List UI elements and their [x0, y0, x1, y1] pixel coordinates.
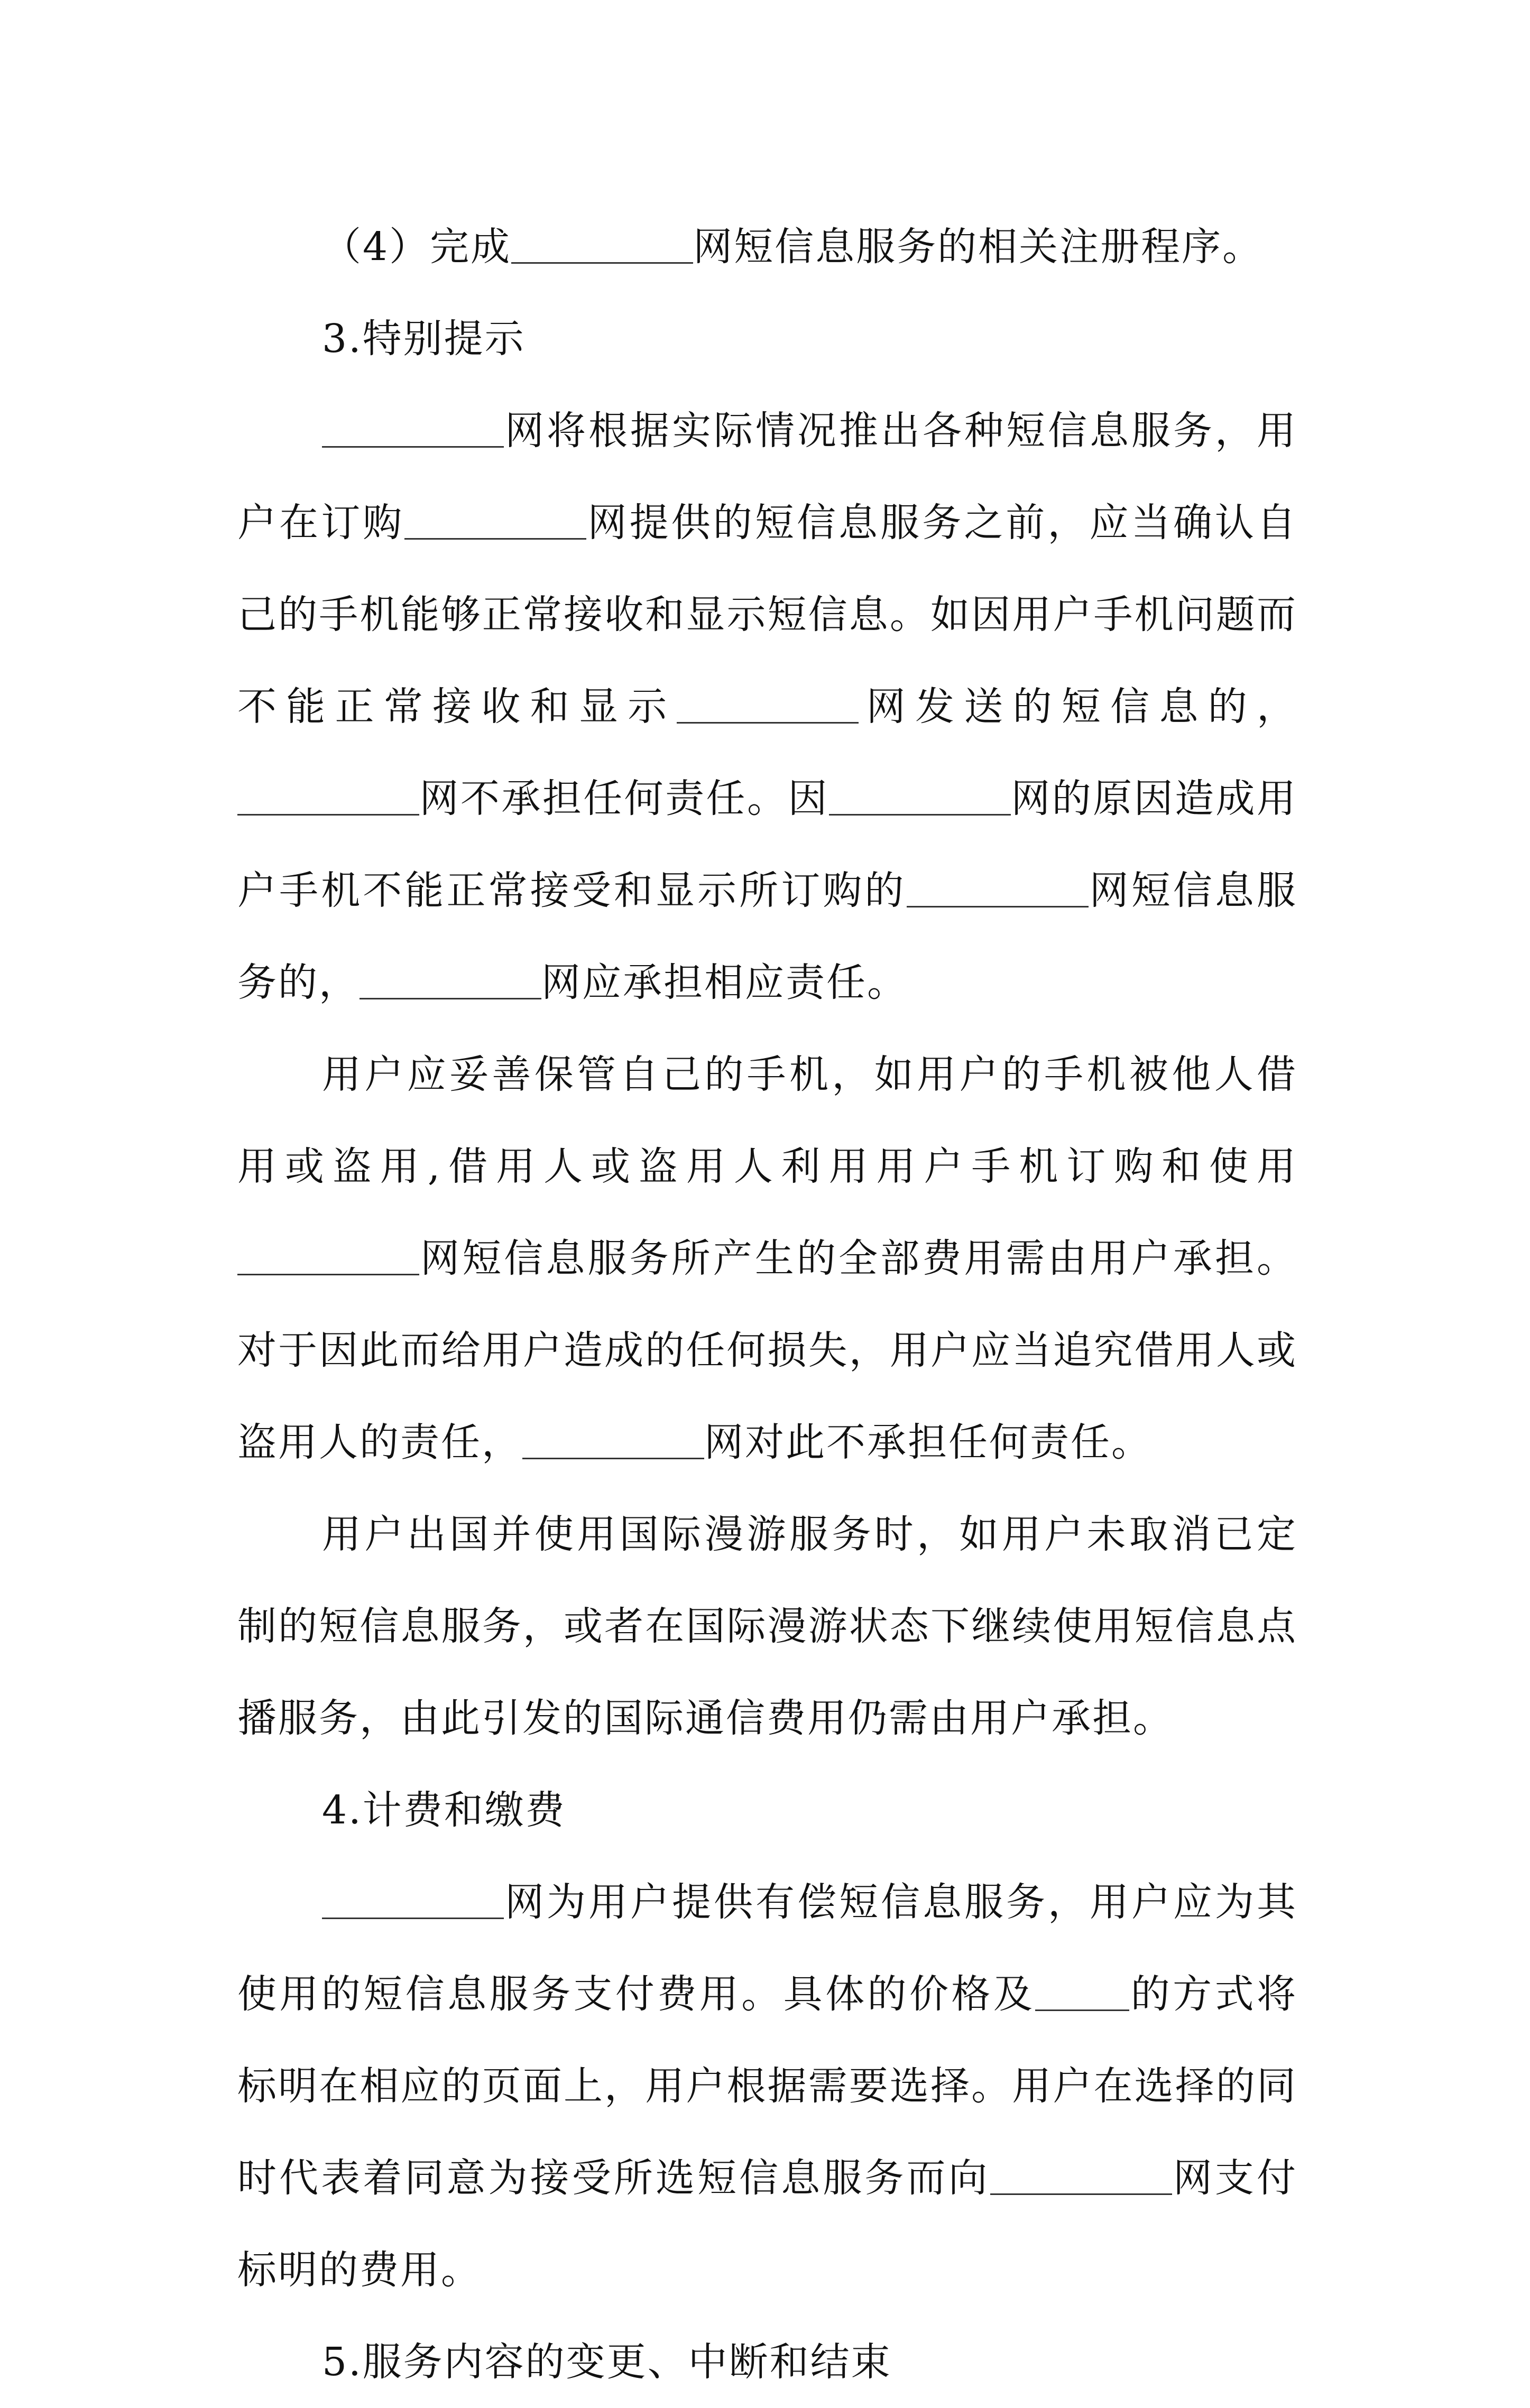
fill-in-blank-short: [1035, 1970, 1129, 2011]
text-segment: （4）完成: [322, 224, 512, 270]
paragraph-billing: [237, 1856, 1297, 2316]
document-body: [237, 201, 1297, 2408]
fill-in-blank: [829, 775, 1011, 816]
text-segment: 网短信息服务所产生的全部费用需由用户承担。对于因此而给用户造成的任何损失，用户应当追究借用人或盗用人的责任，: [237, 1236, 1297, 1465]
text-segment: 网将根据实际情况推出各种短信息服务，用户在订购: [237, 408, 1297, 545]
text-segment: 网支付标明的费用。: [237, 2155, 1298, 2293]
text-segment: 网短信息服务的相关注册程序。: [693, 224, 1264, 270]
text-segment: 网不承担任何责任。因: [419, 776, 829, 821]
text-segment: 网的原因造成用户手机不能正常接受和显示所订购的: [237, 776, 1298, 913]
fill-in-blank: [322, 1878, 504, 1919]
section-heading-special-notice: 3.特别提示: [322, 316, 526, 362]
fill-in-blank: [237, 1235, 419, 1275]
fill-in-blank: [322, 407, 504, 448]
fill-in-blank: [990, 2154, 1172, 2195]
paragraph-special-notice: [237, 385, 1297, 1029]
text-segment: 网应承担相应责任。: [541, 960, 908, 1005]
fill-in-blank: [360, 959, 541, 999]
section-heading-service-changes: 5.服务内容的变更、中断和结束: [322, 2339, 892, 2385]
text-segment: 网提供的短信息服务之前，应当确认自己的手机能够正常接收和显示短信息。如因用户手机问题而不能正常接收和显示: [237, 500, 1298, 729]
fill-in-blank: [677, 683, 859, 724]
paragraph-phone-custody: [237, 1029, 1297, 1488]
fill-in-blank: [511, 223, 693, 264]
text-segment: 的方式将标明在相应的页面上，用户根据需要选择。用户在选择的同时代表着同意为接受所选短信息服务而向: [237, 1971, 1298, 2201]
paragraph-international-roaming: [237, 1488, 1297, 1764]
text-segment: 网短信息服务的，: [237, 868, 1298, 1005]
text-segment: 网为用户提供有偿短信息服务，用户应为其使用的短信息服务支付费用。具体的价格及: [237, 1879, 1297, 2017]
text-segment: 用户应妥善保管自己的手机，如用户的手机被他人借用或盗用,借用人或盗用人利用用户手机订购和使用: [237, 1052, 1297, 1189]
paragraph-registration: [237, 201, 1297, 293]
text-segment: 网对此不承担任何责任。: [704, 1420, 1152, 1465]
section-heading-billing: 4.计费和缴费: [322, 1788, 566, 1833]
fill-in-blank: [237, 775, 419, 816]
text-segment: 网发送的短信息的，: [858, 684, 1297, 729]
fill-in-blank: [404, 499, 586, 540]
text-segment: 用户出国并使用国际漫游服务时，如用户未取消已定制的短信息服务，或者在国际漫游状态下继续使用短信息点播服务，由此引发的国际通信费用仍需由用户承担。: [237, 1512, 1297, 1741]
fill-in-blank: [907, 867, 1089, 907]
fill-in-blank: [522, 1419, 704, 1459]
